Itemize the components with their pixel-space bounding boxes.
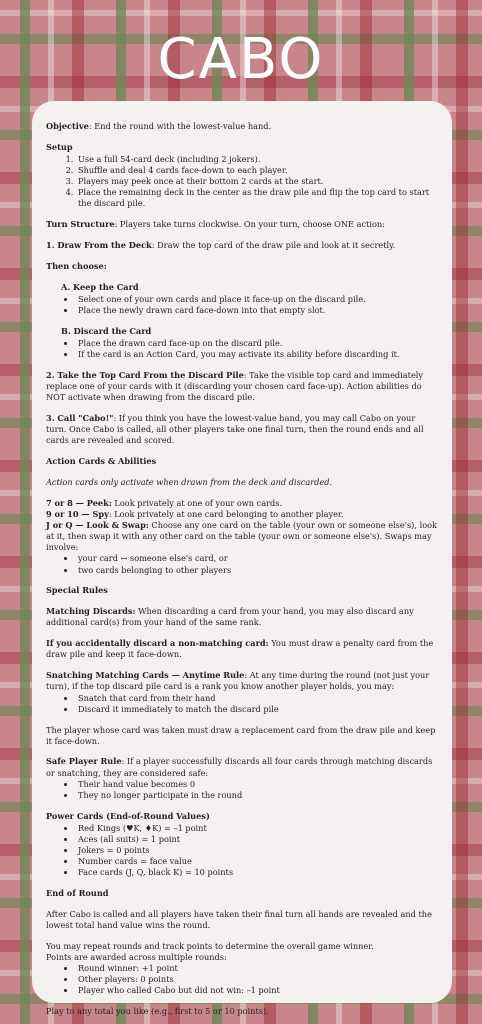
spy-text: : Look privately at one card belonging to another player. [108,509,344,520]
discard-list [61,338,438,360]
list-item: • two cards belonging to other players [76,565,438,576]
setup-list [46,154,438,209]
take-label: 2. Take the Top Card From the Discard Pile [46,370,244,381]
list-item: • Place the newly drawn card face-down into that empty slot. [76,305,438,316]
list-item: • Place the drawn card face-up on the discard pile. [76,338,438,349]
penalty-text: You must draw a penalty card from the draw pile and keep it face-down. [46,638,434,660]
list-item: • Snatch that card from their hand [76,693,438,704]
safe-text: : If a player successfully discards all four cards through matching discards or snatching, they are considered safe: [46,756,433,778]
list-item: • Jokers = 0 points [76,845,438,856]
list-item: • Their hand value becomes 0 [76,779,438,790]
draw-label: 1. Draw From the Deck [46,240,152,251]
list-item: 3. Players may peek once at their bottom 2 cards at the start. [76,176,438,187]
snatch-label: Snatching Matching Cards — Anytime Rule [46,670,245,681]
repeat-line-2: Points are awarded across multiple rounds: [46,951,227,962]
turn-structure-text: : Players take turns clockwise. On your turn, choose ONE action: [114,219,385,230]
action-swap [46,520,438,553]
swap-list [46,553,438,575]
actions-note: Action cards only activate when drawn from the deck and discarded. [46,477,333,488]
list-item: 4. Place the remaining deck in the center as the draw pile and flip the top card to start the discard pile. [76,187,438,209]
penalty-paragraph [46,638,438,660]
list-item: • If the card is an Action Card, you may activate its ability before discarding it. [76,349,438,360]
list-item: • Discard it immediately to match the discard pile [76,704,438,715]
swap-label: J or Q — Look & Swap: [46,520,149,531]
replace-paragraph: The player whose card was taken must draw a replacement card from the draw pile and keep it face-down. [46,724,436,746]
action-peek [46,498,438,509]
matching-text: When discarding a card from your hand, you may also discard any additional card(s) from your hand of the same rank. [46,606,414,628]
power-list [46,823,438,878]
snatch-list [46,693,438,715]
end-paragraph: After Cabo is called and all players have taken their final turn all hands are revealed and the lowest total hand value wins the round. [46,908,432,930]
page-title: CABO [157,27,325,92]
swap-text: Choose any one card on the table (your own or someone else's), look at it, then swap it with any other card on the table (your own or someone else's). Swaps may involve: [46,520,438,553]
list-item: • Number cards = face value [76,856,438,867]
keep-heading: A. Keep the Card [61,281,139,292]
list-item: • Face cards (J, Q, black K) = 10 points [76,867,438,878]
objective-label: Objective [46,121,89,131]
points-list [46,963,438,996]
matching-paragraph [46,606,438,628]
list-item: • Red Kings (♥K, ♦K) = –1 point [76,823,438,834]
list-item: • Other players: 0 points [76,974,438,985]
call-paragraph [46,413,438,446]
objective-paragraph [46,121,438,132]
turn-structure-paragraph [46,219,438,230]
list-item: 2. Shuffle and deal 4 cards face-down to each player. [76,165,438,176]
peek-text: Look privately at one of your own cards. [111,498,283,509]
option-keep [46,282,438,360]
power-heading: Power Cards (End-of-Round Values) [46,810,210,821]
spy-label: 9 or 10 — Spy [46,509,109,520]
final-paragraph: Play to any total you like (e.g., first to 5 or 10 points). [46,1006,269,1017]
list-item: • They no longer participate in the round [76,790,438,801]
safe-label: Safe Player Rule [46,756,122,767]
rules-card [32,101,452,1017]
matching-label: Matching Discards: [46,606,136,617]
list-item: • Aces (all suits) = 1 point [76,834,438,845]
safe-paragraph [46,756,438,778]
objective-text: : End the round with the lowest-value hand. [88,121,272,131]
discard-heading: B. Discard the Card [61,326,152,336]
list-item: • your card ↔ someone else's card, or [76,553,438,564]
keep-list [61,294,438,316]
draw-paragraph [46,240,438,251]
snatch-paragraph [46,670,438,692]
list-item: • Select one of your own cards and place it face-up on the discard pile. [76,294,438,305]
take-paragraph [46,370,438,403]
list-item: • Player who called Cabo but did not win: –1 point [76,985,438,996]
repeat-line-1: You may repeat rounds and track points to determine the overall game winner. [46,940,374,951]
snatch-text: : At any time during the round (not just your turn), if the top discard pile card is a rank you know another player holds, you may: [46,670,430,692]
end-heading: End of Round [46,888,109,899]
list-item: 1. Use a full 54-card deck (including 2 jokers). [76,154,438,165]
penalty-label: If you accidentally discard a non-matching card: [46,638,269,649]
safe-list [46,779,438,801]
setup-heading: Setup [46,141,73,152]
draw-text: : Draw the top card of the draw pile and look at it secretly. [151,240,396,251]
special-heading: Special Rules [46,585,108,596]
call-text: : If you think you have the lowest-value hand, you may call Cabo on your turn. Once Cabo is called, all other players take one final turn, then the round ends and all cards are revealed and scored. [46,413,424,446]
call-label: 3. Call "Cabo!" [46,413,114,424]
turn-structure-label: Turn Structure [46,219,115,230]
action-spy [46,509,438,520]
take-text: : Take the visible top card and immediately replace one of your cards with it (discarding your chosen card face-up). Action abilities do NOT activate when drawing from the discard pile. [46,370,424,403]
actions-heading: Action Cards & Abilities [46,456,157,467]
peek-label: 7 or 8 — Peek: [46,498,112,509]
list-item: • Round winner: +1 point [76,963,438,974]
then-choose-heading: Then choose: [46,261,107,272]
